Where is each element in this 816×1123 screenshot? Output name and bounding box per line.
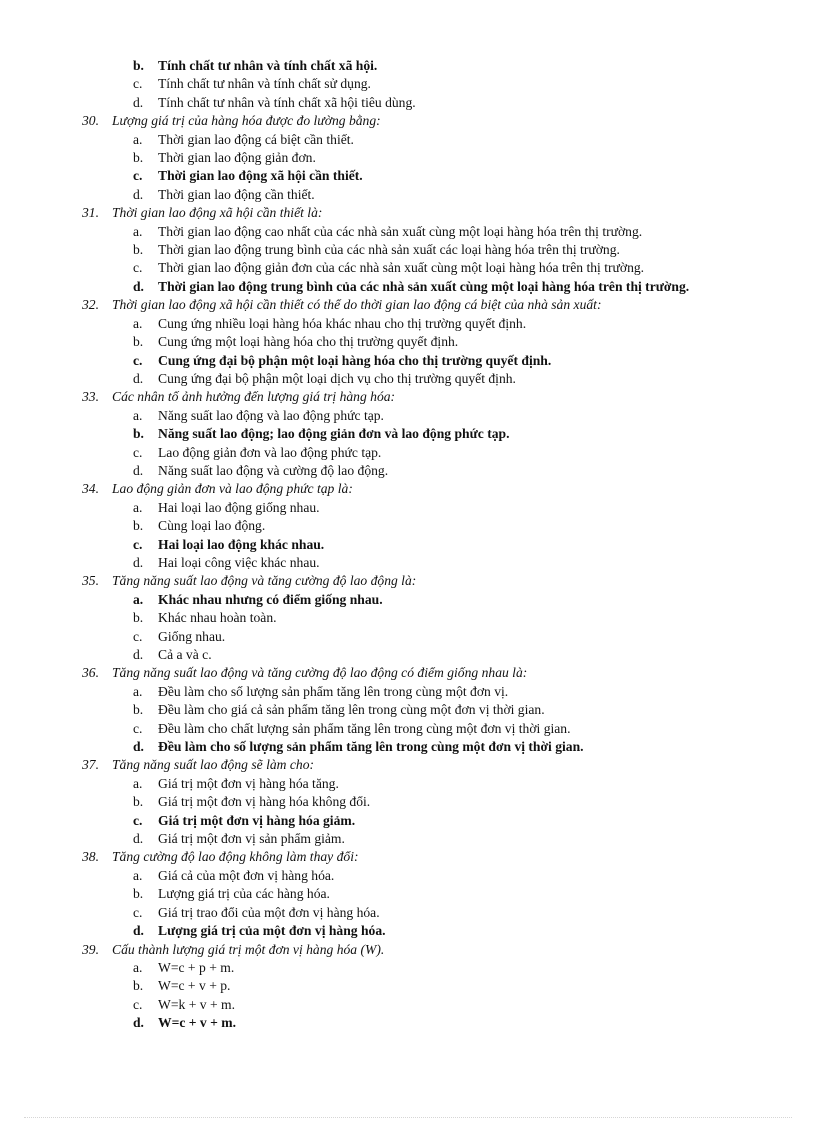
answer-option [133, 959, 745, 977]
question-text: Tăng năng suất lao động sẽ làm cho: [112, 757, 315, 773]
option-letter: a. [133, 315, 143, 331]
answer-option-correct [133, 738, 745, 756]
option-letter: b. [133, 794, 144, 810]
option-text: W=c + p + m. [158, 959, 235, 975]
answer-option [133, 462, 745, 480]
option-text: Cung ứng nhiều loại hàng hóa khác nhau cho thị trường quyết định. [158, 315, 527, 331]
option-text: Cùng loại lao động. [158, 518, 266, 534]
question-text: Tăng năng suất lao động và tăng cường độ lao động là: [112, 573, 417, 589]
answer-option [133, 701, 745, 719]
option-text: Thời gian lao động giản đơn của các nhà sản xuất cùng một loại hàng hóa trên thị trường. [158, 260, 645, 276]
option-letter: b. [133, 610, 144, 626]
question-number: 34. [82, 481, 99, 497]
page-divider [24, 1117, 792, 1118]
question-number: 31. [82, 205, 99, 221]
option-text: Giá trị trao đổi của một đơn vị hàng hóa. [158, 904, 380, 920]
option-text: Cung ứng đại bộ phận một loại dịch vụ cho thị trường quyết định. [158, 370, 516, 386]
answer-option [133, 904, 745, 922]
option-text: Tính chất tư nhân và tính chất xã hội. [158, 58, 378, 73]
option-letter: a. [133, 223, 143, 239]
question-number: 39. [82, 941, 99, 957]
option-letter: c. [133, 536, 143, 552]
answer-option [133, 554, 745, 572]
answer-option [133, 609, 745, 627]
option-text: Năng suất lao động; lao động giản đơn và lao động phức tạp. [158, 426, 510, 442]
answer-option [133, 241, 745, 259]
option-letter: c. [133, 444, 143, 460]
answer-option [133, 407, 745, 425]
question-text: Lao động giản đơn và lao động phức tạp là: [112, 481, 353, 497]
option-text: Giá trị một đơn vị sản phẩm giảm. [158, 831, 345, 847]
option-letter: c. [133, 260, 143, 276]
option-text: Năng suất lao động và lao động phức tạp. [158, 407, 384, 423]
answer-option [133, 75, 745, 93]
option-text: Thời gian lao động cao nhất của các nhà sản xuất cùng một loại hàng hóa trên thị trường. [158, 223, 643, 239]
answer-option-correct [133, 591, 745, 609]
option-text: Hai loại lao động giống nhau. [158, 499, 320, 515]
answer-option [133, 333, 745, 351]
answer-option [133, 517, 745, 535]
answer-option [133, 775, 745, 793]
option-text: W=c + v + m. [158, 1015, 236, 1031]
option-text: Cung ứng một loại hàng hóa cho thị trường quyết định. [158, 334, 459, 350]
option-text: Cung ứng đại bộ phận một loại hàng hóa cho thị trường quyết định. [158, 352, 552, 368]
option-text: Thời gian lao động trung bình của các nhà sản xuất cùng một loại hàng hóa trên thị trường. [158, 278, 690, 294]
option-letter: b. [133, 150, 144, 166]
option-text: Thời gian lao động giản đơn. [158, 150, 316, 166]
answer-option-correct [133, 57, 745, 75]
option-text: Tính chất tư nhân và tính chất sử dụng. [158, 76, 371, 92]
question-text: Tăng cường độ lao động không làm thay đổi: [112, 849, 359, 865]
question-text: Lượng giá trị của hàng hóa được đo lường bằng: [112, 113, 381, 129]
question [82, 388, 762, 406]
option-letter: b. [133, 978, 144, 994]
answer-option [133, 131, 745, 149]
option-text: Hai loại lao động khác nhau. [158, 536, 325, 552]
option-letter: d. [133, 647, 144, 662]
option-text: Thời gian lao động trung bình của các nhà sản xuất các loại hàng hóa trên thị trường. [158, 242, 620, 258]
question [82, 296, 762, 314]
option-text: Đều làm cho chất lượng sản phẩm tăng lên trong cùng một đơn vị thời gian. [158, 720, 571, 736]
answer-option [133, 867, 745, 885]
option-letter: d. [133, 554, 144, 570]
question [82, 664, 762, 682]
question [82, 112, 762, 130]
answer-option-correct [133, 922, 745, 940]
option-letter: a. [133, 499, 143, 515]
option-letter: b. [133, 886, 144, 902]
question [82, 204, 762, 222]
option-text: Đều làm cho giá cả sản phẩm tăng lên trong cùng một đơn vị thời gian. [158, 702, 545, 718]
question [82, 941, 762, 959]
answer-option [133, 223, 745, 241]
question-number: 38. [82, 849, 99, 865]
option-text: Lượng giá trị của một đơn vị hàng hóa. [158, 923, 386, 939]
answer-option [133, 977, 745, 995]
option-letter: c. [133, 812, 143, 828]
question [82, 756, 762, 774]
option-text: Thời gian lao động cần thiết. [158, 186, 315, 202]
document-page [0, 57, 816, 1033]
option-text: Giống nhau. [158, 628, 226, 644]
question-number: 32. [82, 297, 99, 313]
answer-option [133, 628, 745, 646]
option-text: Khác nhau nhưng có điểm giống nhau. [158, 591, 383, 607]
option-letter: b. [133, 702, 144, 718]
question-number: 33. [82, 389, 99, 405]
option-letter: c. [133, 352, 143, 368]
option-text: Lao động giản đơn và lao động phức tạp. [158, 444, 382, 460]
option-letter: c. [133, 76, 143, 92]
option-text: Khác nhau hoàn toàn. [158, 610, 277, 626]
option-letter: d. [133, 739, 144, 755]
option-letter: c. [133, 904, 143, 920]
option-text: Lượng giá trị của các hàng hóa. [158, 886, 330, 902]
option-letter: d. [133, 462, 144, 478]
answer-option-correct [133, 278, 745, 296]
answer-option [133, 830, 745, 848]
question-number: 36. [82, 665, 99, 681]
option-letter: d. [133, 186, 144, 202]
question-number: 30. [82, 113, 99, 129]
option-text: W=c + v + p. [158, 978, 231, 994]
option-letter: d. [133, 370, 144, 386]
answer-option [133, 444, 745, 462]
option-letter: c. [133, 168, 143, 184]
option-letter: b. [133, 518, 144, 534]
answer-option [133, 793, 745, 811]
answer-option [133, 646, 745, 664]
answer-option [133, 683, 745, 701]
question [82, 480, 762, 498]
option-text: W=k + v + m. [158, 996, 235, 1012]
answer-option-correct [133, 536, 745, 554]
answer-option [133, 720, 745, 738]
option-letter: b. [133, 58, 144, 73]
question-text: Tăng năng suất lao động và tăng cường độ lao động có điểm giống nhau là: [112, 665, 528, 681]
option-letter: b. [133, 426, 144, 442]
question-number: 37. [82, 757, 99, 773]
option-letter: d. [133, 831, 144, 847]
question-text: Thời gian lao động xã hội cần thiết có thể do thời gian lao động cá biệt của nhà sản xuất: [112, 297, 602, 313]
option-letter: a. [133, 775, 143, 791]
question [82, 572, 762, 590]
answer-option [133, 996, 745, 1014]
question [82, 848, 762, 866]
option-text: Cả a và c. [158, 647, 212, 662]
option-letter: a. [133, 407, 143, 423]
option-text: Giá trị một đơn vị hàng hóa không đổi. [158, 794, 371, 810]
option-text: Đều làm cho số lượng sản phẩm tăng lên trong cùng một đơn vị thời gian. [158, 739, 584, 755]
option-letter: c. [133, 628, 143, 644]
option-letter: c. [133, 720, 143, 736]
answer-option-correct [133, 425, 745, 443]
answer-option [133, 259, 745, 277]
answer-option [133, 885, 745, 903]
option-text: Hai loại công việc khác nhau. [158, 554, 320, 570]
answer-option [133, 186, 745, 204]
option-text: Giá trị một đơn vị hàng hóa giảm. [158, 812, 356, 828]
option-letter: a. [133, 683, 143, 699]
option-text: Giá trị một đơn vị hàng hóa tăng. [158, 775, 339, 791]
option-letter: c. [133, 996, 143, 1012]
answer-option-correct [133, 352, 745, 370]
question-text: Cấu thành lượng giá trị một đơn vị hàng hóa (W). [112, 941, 385, 957]
answer-option [133, 94, 745, 112]
option-letter: a. [133, 959, 143, 975]
option-letter: a. [133, 591, 144, 607]
answer-option [133, 149, 745, 167]
answer-option [133, 499, 745, 517]
option-letter: b. [133, 242, 144, 258]
answer-option [133, 370, 745, 388]
question-number: 35. [82, 573, 99, 589]
answer-option-correct [133, 167, 745, 185]
option-letter: d. [133, 923, 144, 939]
answer-option-correct [133, 1014, 745, 1032]
answer-option-correct [133, 812, 745, 830]
option-letter: b. [133, 334, 144, 350]
question-text: Thời gian lao động xã hội cần thiết là: [112, 205, 323, 221]
option-letter: a. [133, 131, 143, 147]
option-text: Giá cả của một đơn vị hàng hóa. [158, 867, 335, 883]
option-letter: d. [133, 278, 144, 294]
option-text: Tính chất tư nhân và tính chất xã hội tiêu dùng. [158, 94, 416, 110]
option-text: Đều làm cho số lượng sản phẩm tăng lên trong cùng một đơn vị. [158, 683, 509, 699]
option-letter: d. [133, 1015, 144, 1031]
option-text: Thời gian lao động xã hội cần thiết. [158, 168, 363, 184]
option-text: Thời gian lao động cá biệt cần thiết. [158, 131, 354, 147]
option-text: Năng suất lao động và cường độ lao động. [158, 462, 389, 478]
option-letter: d. [133, 94, 144, 110]
answer-option [133, 315, 745, 333]
option-letter: a. [133, 867, 143, 883]
question-text: Các nhân tố ảnh hưởng đến lượng giá trị hàng hóa: [112, 389, 396, 405]
